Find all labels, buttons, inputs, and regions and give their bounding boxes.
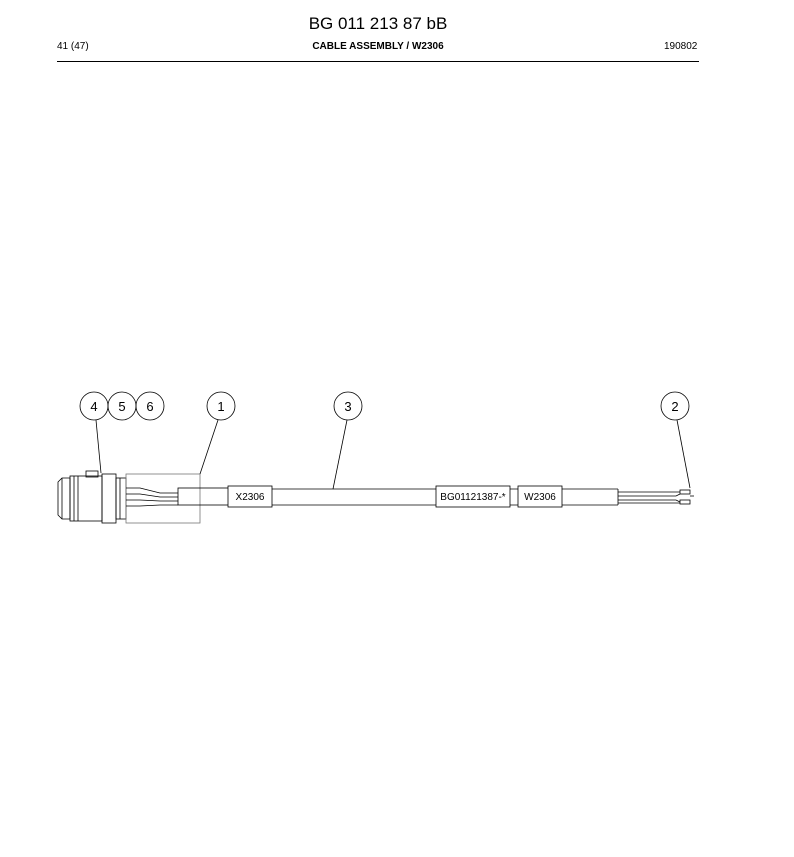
page-title: CABLE ASSEMBLY / W2306 <box>312 41 444 52</box>
callout-3: 3 <box>344 399 352 414</box>
connector-plug <box>58 471 200 523</box>
page-number: 41 (47) <box>57 41 89 52</box>
label-w2306: W2306 <box>524 492 556 503</box>
callout-6: 6 <box>146 399 154 414</box>
callout-1: 1 <box>217 399 225 414</box>
label-x2306: X2306 <box>235 492 265 503</box>
document-number: BG 011 213 87 bB <box>308 14 448 33</box>
date-code: 190802 <box>664 41 698 52</box>
wire-ends <box>618 490 694 504</box>
callout-2: 2 <box>671 399 679 414</box>
heat-shrink-sleeve <box>178 488 230 505</box>
label-part-number: BG01121387-* <box>440 492 506 503</box>
leader-lines <box>96 420 690 489</box>
callout-5: 5 <box>118 399 126 414</box>
callout-4: 4 <box>90 399 98 414</box>
